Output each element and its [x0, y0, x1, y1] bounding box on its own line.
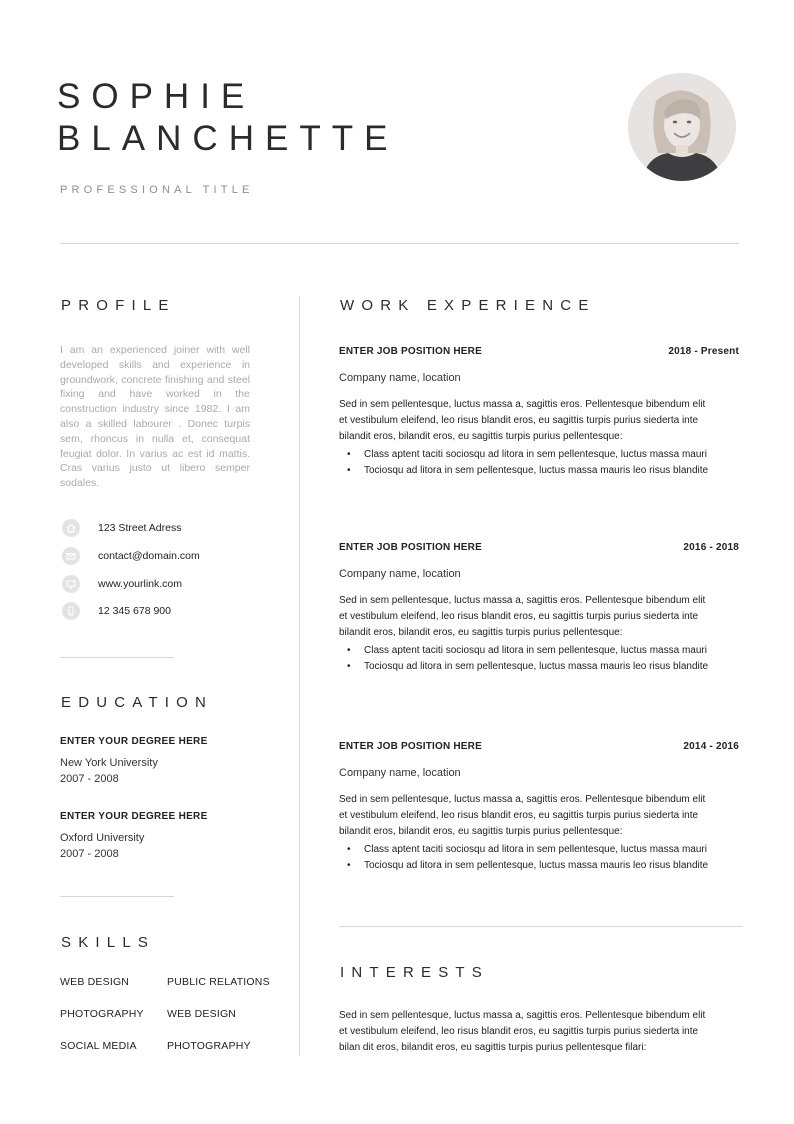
bullet-item: • Class aptent taciti sociosqu ad litora in sem pellentesque, luctus massa mauri: [339, 842, 744, 858]
education-item: [60, 736, 290, 787]
job-dates: 2014 - 2016: [683, 741, 739, 752]
contact-email: [62, 546, 272, 566]
bullet-item: • Tociosqu ad litora in sem pellentesque, luctus massa mauris leo risus blandite: [339, 659, 744, 675]
profile-text: I am an experienced joiner with well developed skills and experience in groundwork, concrete finishing and steel fixing and have worked in the construction industry since 1982. I am also a skilled labourer . Donec turpis sem, rhoncus in nulla et, consequat feugiat dolor. In varius ac est id mattis. Cras varius justo ut libero semper sodales.: [60, 344, 250, 490]
last-name: BLANCHETTE: [57, 119, 399, 158]
website-text[interactable]: www.yourlink.com: [98, 578, 183, 590]
job-position: ENTER JOB POSITION HERE: [339, 741, 482, 752]
candidate-name: [57, 76, 398, 160]
bullet-item: • Class aptent taciti sociosqu ad litora in sem pellentesque, luctus massa mauri: [339, 643, 744, 659]
job-position: ENTER JOB POSITION HERE: [339, 346, 482, 357]
profile-heading: PROFILE: [61, 297, 176, 314]
job-bullets: [339, 643, 744, 675]
desc-line: bilandit eros, bilandit eros, eu sagittis turpis purius pellentesque:: [339, 626, 623, 638]
job-dates: 2018 - Present: [668, 346, 739, 357]
desc-line: et vestibulum eleifend, leo risus blandit eros, eu sagittis turpis purius siederta inte: [339, 610, 699, 622]
work-experience-heading: WORK EXPERIENCE: [340, 297, 596, 314]
email-text[interactable]: contact@domain.com: [98, 550, 200, 562]
bullet-item: • Tociosqu ad litora in sem pellentesque, luctus massa mauris leo risus blandite: [339, 463, 744, 479]
desc-line: bilandit eros, bilandit eros, eu sagittis turpis purius pellentesque:: [339, 825, 623, 837]
first-name: SOPHIE: [57, 77, 256, 116]
phone-icon: [62, 602, 80, 620]
home-icon: [62, 519, 80, 537]
phone-text: 12 345 678 900: [98, 605, 171, 617]
header-divider: [60, 243, 739, 244]
desc-line: bilandit eros, bilandit eros, eu sagittis turpis purius pellentesque:: [339, 430, 623, 442]
skill-item: WEB DESIGN: [60, 976, 130, 988]
skill-item: PHOTOGRAPHY: [167, 1040, 251, 1052]
monitor-icon: [62, 575, 80, 593]
interests-line: et vestibulum eleifend, leo risus blandit eros, eu sagittis turpis purius siederta inte: [339, 1025, 699, 1037]
desc-line: et vestibulum eleifend, leo risus blandit eros, eu sagittis turpis purius siederta inte: [339, 809, 699, 821]
address-text: 123 Street Adress: [98, 522, 182, 534]
education-item: [60, 811, 290, 862]
contact-divider: [60, 657, 174, 658]
degree-title: ENTER YOUR DEGREE HERE: [60, 811, 208, 822]
profile-photo: [628, 73, 736, 181]
degree-title: ENTER YOUR DEGREE HERE: [60, 736, 208, 747]
skills-heading: SKILLS: [61, 934, 156, 951]
job-entry: [339, 741, 744, 874]
school-years: 2007 - 2008: [60, 773, 119, 785]
school-name: Oxford University: [60, 832, 145, 844]
desc-line: Sed in sem pellentesque, luctus massa a, sagittis eros. Pellentesque bibendum elit: [339, 794, 706, 805]
contact-address: [62, 518, 272, 538]
school-name: New York University: [60, 757, 158, 769]
job-description: [339, 593, 744, 640]
interests-text: [339, 1008, 705, 1055]
column-divider: [299, 296, 300, 1056]
bullet-item: • Class aptent taciti sociosqu ad litora in sem pellentesque, luctus massa mauri: [339, 447, 744, 463]
professional-title: PROFESSIONAL TITLE: [60, 184, 254, 196]
interests-divider: [339, 926, 743, 927]
job-company: Company name, location: [339, 372, 461, 384]
education-divider: [60, 896, 174, 897]
job-position: ENTER JOB POSITION HERE: [339, 542, 482, 553]
job-company: Company name, location: [339, 568, 461, 580]
desc-line: Sed in sem pellentesque, luctus massa a, sagittis eros. Pellentesque bibendum elit: [339, 399, 706, 410]
job-bullets: [339, 447, 744, 479]
job-description: [339, 792, 744, 839]
interests-heading: INTERESTS: [340, 964, 489, 981]
skill-item: PHOTOGRAPHY: [60, 1008, 144, 1020]
education-heading: EDUCATION: [61, 694, 214, 711]
mail-icon: [62, 547, 80, 565]
skill-item: SOCIAL MEDIA: [60, 1040, 137, 1052]
desc-line: Sed in sem pellentesque, luctus massa a, sagittis eros. Pellentesque bibendum elit: [339, 595, 706, 606]
job-entry: [339, 542, 744, 675]
skill-item: WEB DESIGN: [167, 1008, 237, 1020]
job-bullets: [339, 842, 744, 874]
contact-website: [62, 574, 272, 594]
job-description: [339, 397, 744, 444]
interests-line: bilan dit eros, bilandit eros, eu sagittis turpis purius pellentesque filari:: [339, 1041, 647, 1053]
contact-phone: [62, 601, 272, 621]
job-entry: [339, 346, 744, 479]
job-company: Company name, location: [339, 767, 461, 779]
interests-line: Sed in sem pellentesque, luctus massa a, sagittis eros. Pellentesque bibendum elit: [339, 1010, 706, 1021]
school-years: 2007 - 2008: [60, 848, 119, 860]
skill-item: PUBLIC RELATIONS: [167, 976, 270, 988]
desc-line: et vestibulum eleifend, leo risus blandit eros, eu sagittis turpis purius siederta inte: [339, 414, 699, 426]
job-dates: 2016 - 2018: [683, 542, 739, 553]
bullet-item: • Tociosqu ad litora in sem pellentesque, luctus massa mauris leo risus blandite: [339, 858, 744, 874]
